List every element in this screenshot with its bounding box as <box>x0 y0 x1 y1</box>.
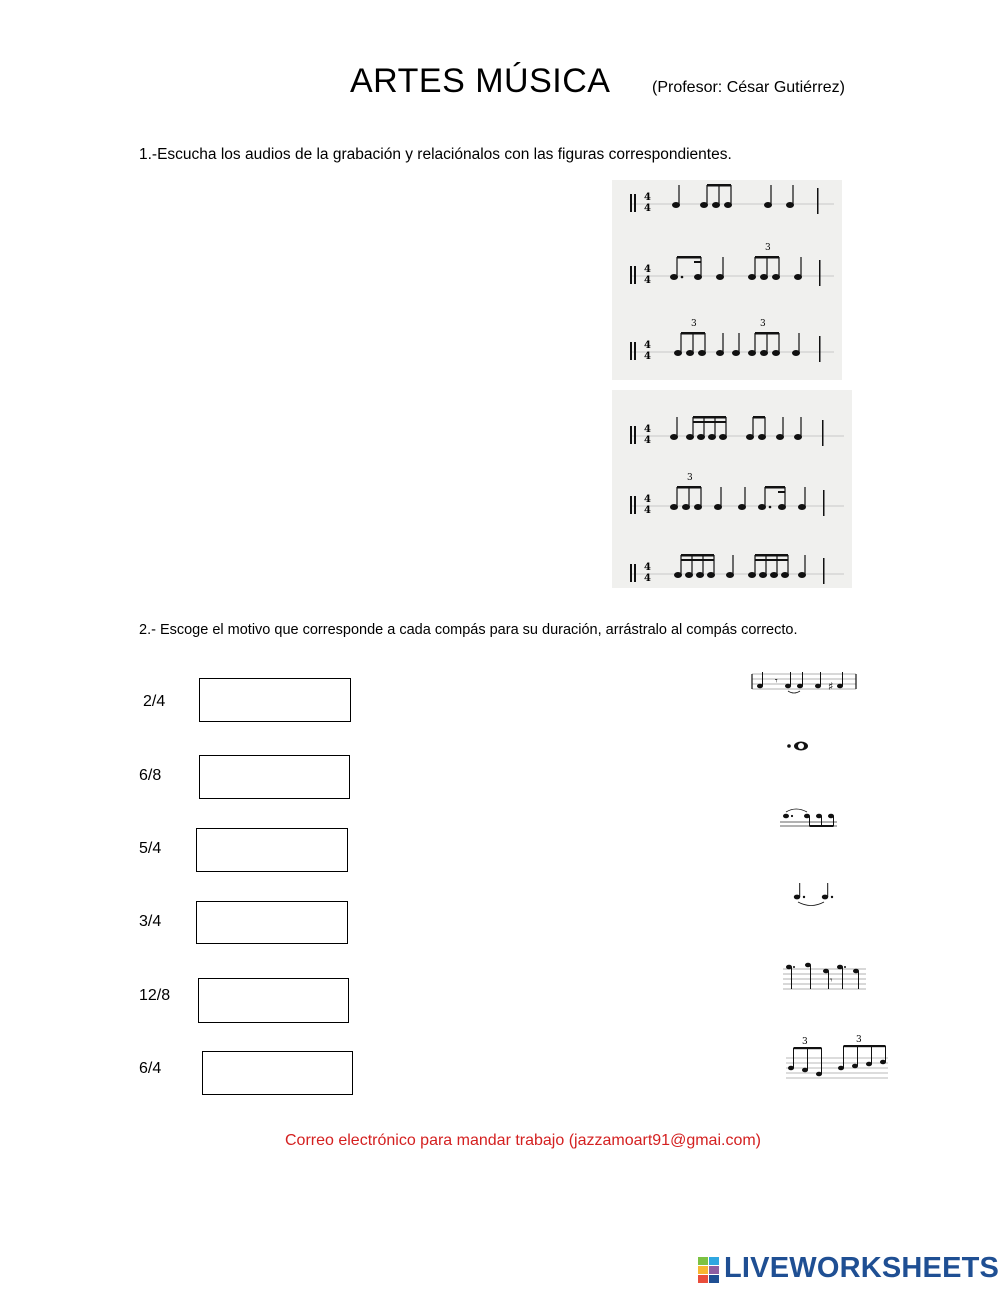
svg-text:♯: ♯ <box>828 680 834 693</box>
rhythm-sheet-bottom <box>612 390 852 588</box>
measure-label-2-4: 2/4 <box>143 693 166 710</box>
motif-5-image <box>780 955 868 995</box>
liveworksheets-logo-icon <box>698 1257 720 1283</box>
measure-label-12-8: 12/8 <box>139 987 171 1004</box>
svg-text:4: 4 <box>644 351 651 362</box>
measure-label-3-4: 3/4 <box>139 913 162 930</box>
page-title: ARTES MÚSICA <box>350 62 611 100</box>
drop-box-2-4[interactable] <box>199 678 351 722</box>
rhythm-line-1 <box>630 184 834 214</box>
tuplet-mark: 3 <box>802 1037 808 1047</box>
rhythm-line-2 <box>630 243 834 286</box>
motif-2[interactable] <box>780 734 814 758</box>
svg-text:4: 4 <box>644 275 651 286</box>
tuplet-mark: 3 <box>691 319 697 329</box>
svg-text:4: 4 <box>644 435 651 446</box>
tuplet-mark: 3 <box>765 243 771 253</box>
liveworksheets-brand: LIVEWORKSHEETS <box>724 1252 1000 1284</box>
rhythm-lines-top-image <box>612 180 842 380</box>
svg-text:3: 3 <box>856 1035 862 1045</box>
rhythm-line-4 <box>630 416 844 446</box>
rhythm-lines-bottom-image <box>612 390 852 588</box>
teacher-name: (Profesor: César Gutiérrez) <box>652 79 845 96</box>
svg-text:4: 4 <box>644 340 651 351</box>
motif-3[interactable] <box>777 800 839 830</box>
measure-label-6-8: 6/8 <box>139 767 162 784</box>
tuplet-mark: 3 <box>687 473 693 483</box>
svg-text:4: 4 <box>644 424 651 435</box>
motif-2-image <box>780 734 814 758</box>
svg-text:4: 4 <box>644 494 651 505</box>
rhythm-sheet-top <box>612 180 842 380</box>
svg-text:𝄾: 𝄾 <box>775 676 778 687</box>
motif-4[interactable] <box>787 880 837 910</box>
motif-3-image <box>777 800 839 830</box>
motif-6-image <box>783 1030 891 1082</box>
motif-5[interactable] <box>780 955 868 995</box>
rhythm-line-5 <box>630 473 844 516</box>
svg-text:4: 4 <box>644 562 651 573</box>
rhythm-line-3 <box>630 319 834 362</box>
exercise-1-instruction: 1.-Escucha los audios de la grabación y relaciónalos con las figuras correspondientes. <box>139 146 732 163</box>
measure-label-6-4: 6/4 <box>139 1060 162 1077</box>
svg-text:4: 4 <box>644 192 651 203</box>
svg-text:𝄾: 𝄾 <box>830 976 833 986</box>
rhythm-line-6 <box>630 554 844 584</box>
drop-box-6-4[interactable] <box>202 1051 353 1095</box>
motif-1-image <box>748 668 860 698</box>
measure-label-5-4: 5/4 <box>139 840 162 857</box>
svg-text:4: 4 <box>644 573 651 584</box>
drop-box-12-8[interactable] <box>198 978 349 1023</box>
motif-6[interactable] <box>783 1030 891 1082</box>
tuplet-mark: 3 <box>760 319 766 329</box>
drop-box-6-8[interactable] <box>199 755 350 799</box>
submission-email-note: Correo electrónico para mandar trabajo (jazzamoart91@gmai.com) <box>285 1132 761 1149</box>
svg-text:4: 4 <box>644 264 651 275</box>
exercise-2-instruction: 2.- Escoge el motivo que corresponde a cada compás para su duración, arrástralo al compás correcto. <box>139 622 798 638</box>
motif-4-image <box>787 880 837 910</box>
drop-box-3-4[interactable] <box>196 901 348 944</box>
svg-text:4: 4 <box>644 203 651 214</box>
motif-1[interactable] <box>748 668 860 698</box>
svg-text:4: 4 <box>644 505 651 516</box>
drop-box-5-4[interactable] <box>196 828 348 872</box>
